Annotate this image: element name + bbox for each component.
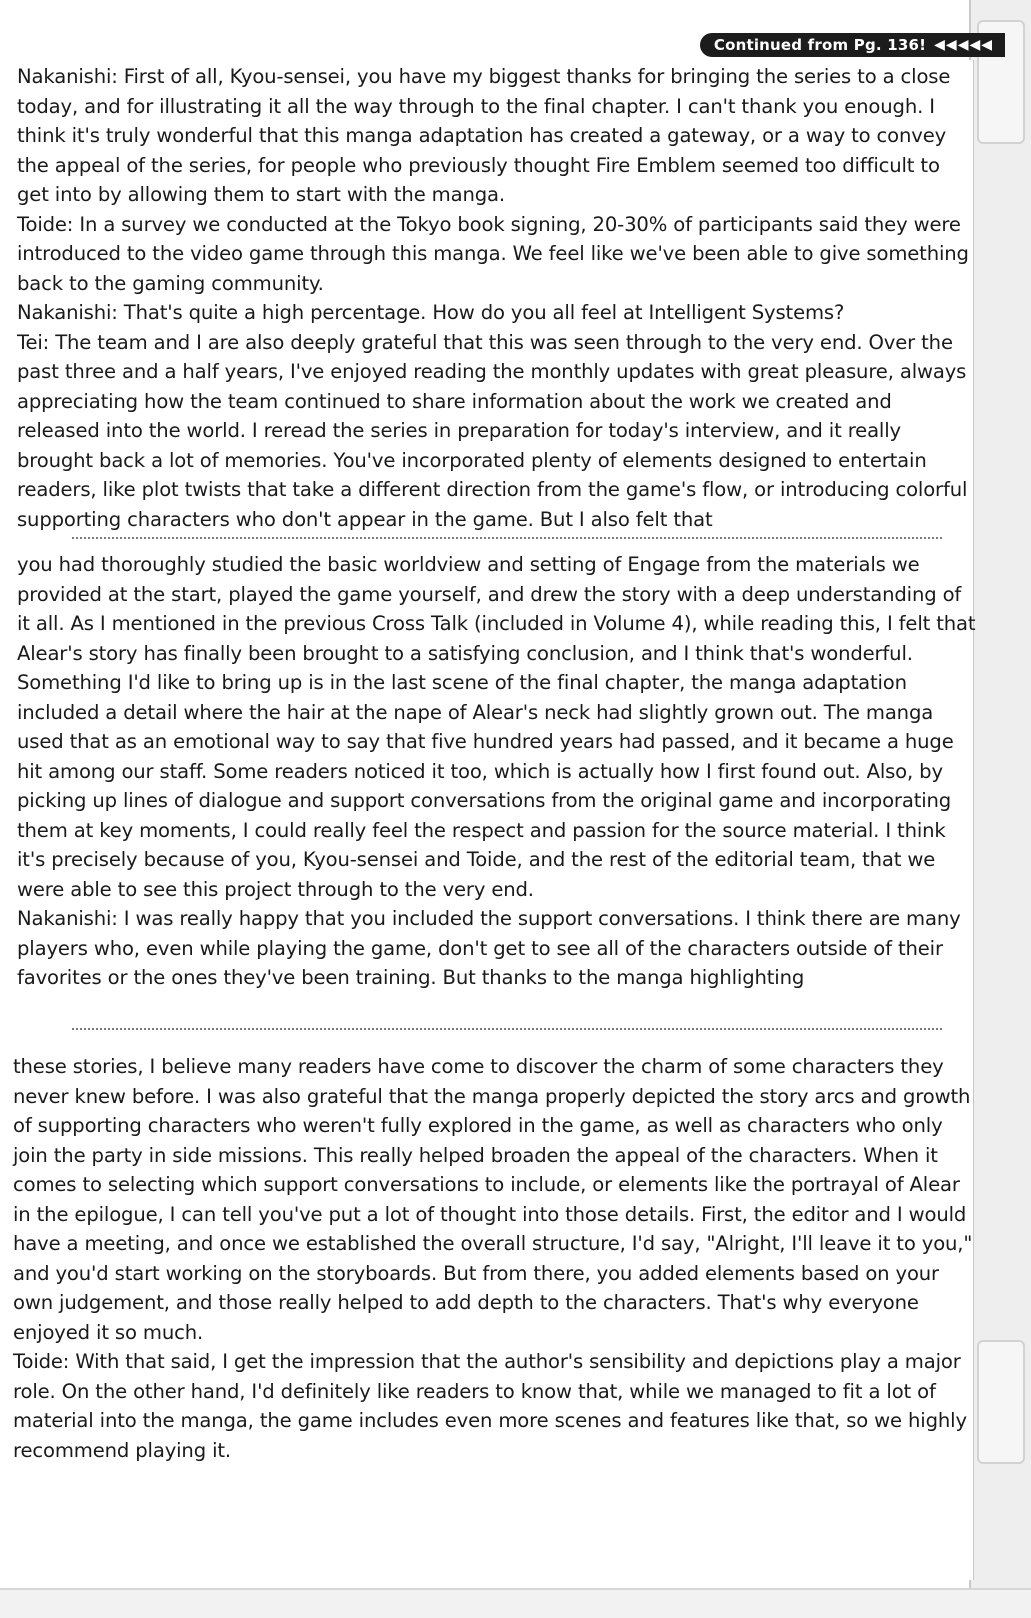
paragraph: these stories, I believe many readers have come to discover the charm of some characters they never knew before. I was also grateful that the manga properly depicted the story arcs and growth of supporting characters who weren't fully explored in the game, as well as characters who only join the party in side missions. This really helped broaden the appeal of the characters. When it comes to selecting which support conversations to include, or elements like the portrayal of Alear in the epilogue, I can tell you've put a lot of thought into those details. First, the editor and I would have a meeting, and once we established the overall structure, I'd say, "Alright, I'll leave it to you," and you'd start working on the storyboards. But from there, you added elements based on your own judgement, and those really helped to add depth to the characters. That's why everyone enjoyed it so much.: [13, 1055, 973, 1344]
section-divider: [72, 537, 942, 539]
paragraph: Nakanishi: I was really happy that you included the support conversations. I think there are many players who, even while playing the game, don't get to see all of the characters outside of their favorites or the ones they've been training. But thanks to the manga highlighting: [17, 907, 961, 989]
section-divider: [72, 1028, 942, 1030]
page-frame-right: [969, 0, 1031, 1618]
paragraph: Tei: The team and I are also deeply grateful that this was seen through to the very end. Over the past three and a half years, I've enjoyed reading the monthly updates with great pleasure, always appreciating how the team continued to share information about the work we created and released into the world. I reread the series in preparation for today's interview, and it really brought back a lot of memories. You've incorporated plenty of elements designed to entertain readers, like plot twists that take a different direction from the game's flow, or introducing colorful supporting characters who don't appear in the game. But I also felt that: [17, 330, 968, 531]
article-page: [13, 60, 976, 1580]
text-column-1: [17, 62, 977, 534]
page-frame-bottom: [0, 1588, 1031, 1618]
paragraph: you had thoroughly studied the basic worldview and setting of Engage from the materials we provided at the start, played the game yourself, and drew the story with a deep understanding of it all. As I mentioned in the previous Cross Talk (included in Volume 4), while reading this, I felt that Alear's story has finally been brought to a satisfying conclusion, and I think that's wonderful. Something I'd like to bring up is in the last scene of the final chapter, the manga adaptation included a detail where the hair at the nape of Alear's neck had slightly grown out. The manga used that as an emotional way to say that five hundred years had passed, and it became a huge hit among our staff. Some readers noticed it too, which is actually how I first found out. Also, by picking up lines of dialogue and support conversations from the original game and incorporating them at key moments, I could really feel the respect and passion for the source material. I think it's precisely because of you, Kyou-sensei and Toide, and the rest of the editorial team, that we were able to see this project through to the very end.: [17, 553, 976, 901]
paragraph: Toide: With that said, I get the impression that the author's sensibility and depictions play a major role. On the other hand, I'd definitely like readers to know that, while we managed to fit a lot of material into the manga, the game includes even more scenes and features like that, so we highly recommend playing it.: [13, 1350, 967, 1462]
continued-label: Continued from Pg. 136!: [713, 36, 927, 54]
paragraph: Toide: In a survey we conducted at the Tokyo book signing, 20-30% of participants said they were introduced to the video game through this manga. We feel like we've been able to give something back to the gaming community.: [17, 212, 969, 295]
paragraph: Nakanishi: That's quite a high percentage. How do you all feel at Intelligent Systems?: [17, 301, 845, 324]
arrow-left-icon: ◀◀◀◀◀: [934, 37, 993, 53]
text-column-3: [13, 1052, 973, 1465]
frame-ornament: [977, 1340, 1025, 1464]
paragraph: Nakanishi: First of all, Kyou-sensei, you have my biggest thanks for bringing the series to a close today, and for illustrating it all the way through to the final chapter. I can't thank you enough. I think it's truly wonderful that this manga adaptation has created a gateway, or a way to convey the appeal of the series, for people who previously thought Fire Emblem seemed too difficult to get into by allowing them to start with the manga.: [17, 65, 951, 206]
continued-banner: [700, 33, 1005, 57]
text-column-2: [17, 550, 977, 993]
